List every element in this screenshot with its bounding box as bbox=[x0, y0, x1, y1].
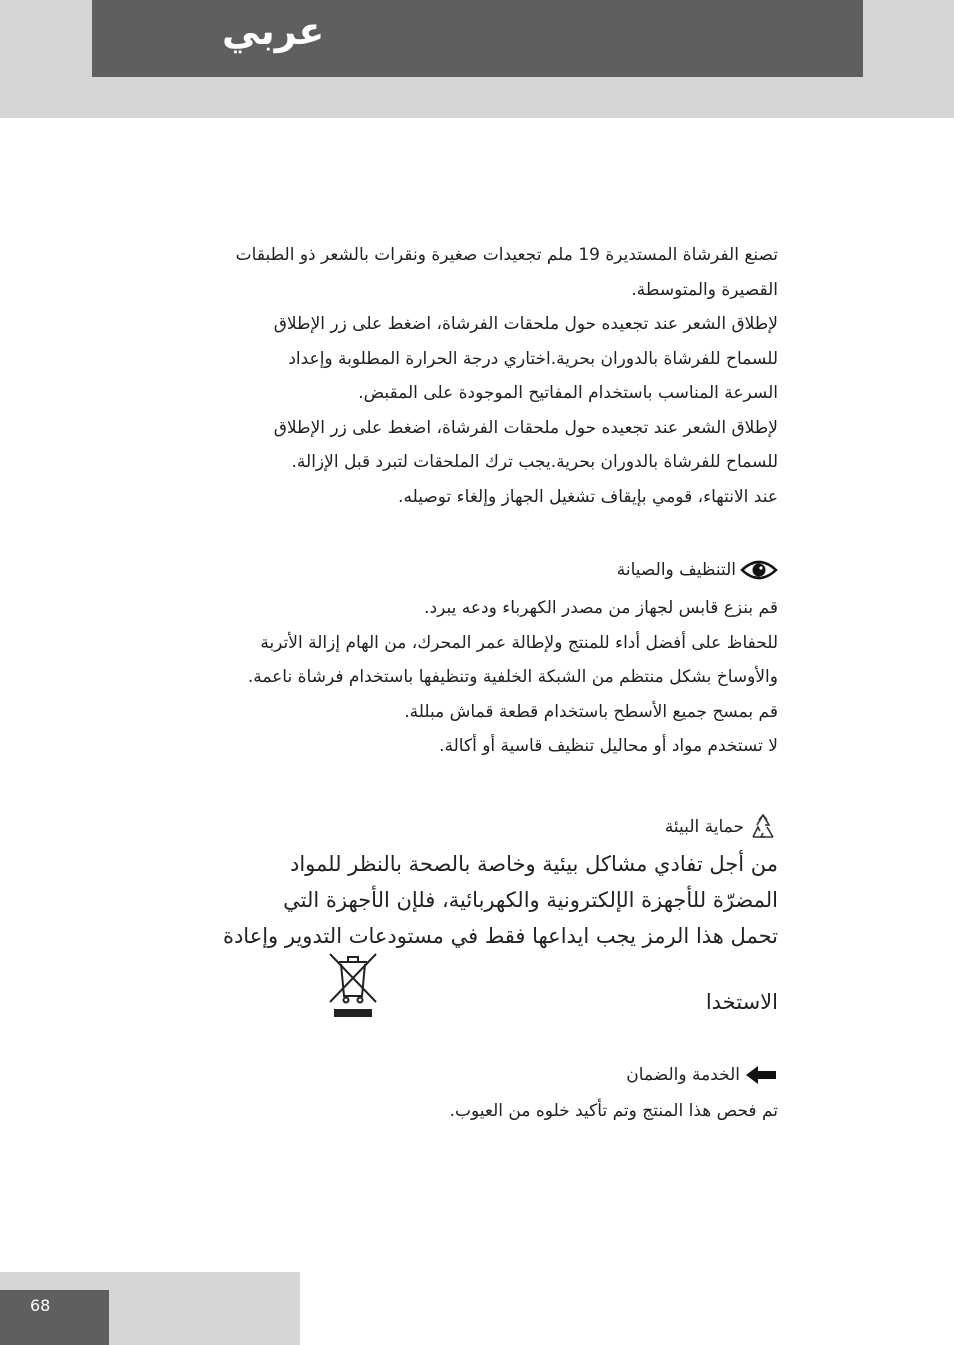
cleaning-heading-label: التنظيف والصيانة bbox=[616, 560, 736, 580]
cleaning-line: قم بمسح جميع الأسطح باستخدام قطعة قماش مبللة. bbox=[404, 701, 778, 722]
intro-line: السرعة المناسب باستخدام المفاتيح الموجودة على المقبض. bbox=[358, 383, 778, 403]
environment-heading bbox=[665, 812, 778, 842]
language-title: عربي bbox=[222, 9, 325, 53]
environment-paragraph bbox=[223, 846, 778, 954]
environment-line: من أجل تفادي مشاكل بيئية وخاصة بالصحة بالنظر للمواد bbox=[289, 852, 778, 876]
intro-line: لإطلاق الشعر عند تجعيده حول ملحقات الفرشاة، اضغط على زر الإطلاق bbox=[273, 417, 778, 438]
intro-line: القصيرة والمتوسطة. bbox=[631, 279, 778, 300]
cleaning-line: للحفاظ على أفضل أداء للمنتج ولإطالة عمر المحرك، من الهام إزالة الأتربة bbox=[260, 632, 778, 653]
cleaning-heading bbox=[617, 556, 778, 584]
arrow-left-icon bbox=[744, 1064, 778, 1086]
eye-icon bbox=[740, 558, 778, 582]
warranty-heading-label: الخدمة والضمان bbox=[626, 1065, 740, 1085]
environment-line: المضرّة للأجهزة الإلكترونية والكهربائية، فلإن الأجهزة التي bbox=[283, 888, 778, 912]
page-number: 68 bbox=[30, 1296, 51, 1315]
page-number-box bbox=[0, 1290, 109, 1345]
intro-line: لإطلاق الشعر عند تجعيده حول ملحقات الفرشاة، اضغط على زر الإطلاق bbox=[273, 314, 778, 334]
cleaning-line: لا تستخدم مواد أو محاليل تنظيف قاسية أو أكالة. bbox=[439, 736, 778, 756]
cleaning-line: قم بنزع قابس لجهاز من مصدر الكهرباء ودعه يبرد. bbox=[424, 598, 778, 618]
intro-line: للسماح للفرشاة بالدوران بحرية.اختاري درجة الحرارة المطلوبة وإعداد bbox=[288, 348, 778, 369]
intro-paragraph bbox=[236, 238, 778, 514]
warranty-line: تم فحص هذا المنتج وتم تأكيد خلوه من العيوب. bbox=[449, 1101, 778, 1121]
intro-line: للسماح للفرشاة بالدوران بحرية.يجب ترك الملحقات لتبرد قبل الإزالة. bbox=[291, 452, 778, 472]
recycle-icon bbox=[748, 812, 778, 842]
environment-tail-text: الاستخدا bbox=[705, 990, 778, 1014]
crossed-bin-icon bbox=[326, 950, 380, 1020]
warranty-heading bbox=[626, 1061, 778, 1089]
environment-heading-label: حماية البيئة bbox=[664, 817, 744, 837]
warranty-paragraph bbox=[450, 1094, 778, 1129]
cleaning-line: والأوساخ بشكل منتظم من الشبكة الخلفية وتنظيفها باستخدام فرشاة ناعمة. bbox=[247, 667, 778, 687]
cleaning-paragraph bbox=[248, 591, 778, 764]
intro-line: عند الانتهاء، قومي بإيقاف تشغيل الجهاز وإلغاء توصيله. bbox=[398, 486, 778, 507]
intro-line: تصنع الفرشاة المستديرة 19 ملم تجعيدات صغيرة ونقرات بالشعر ذو الطبقات bbox=[235, 245, 778, 265]
header-bar bbox=[92, 0, 863, 77]
environment-line: تحمل هذا الرمز يجب ايداعها فقط في مستودعات التدوير وإعادة bbox=[222, 924, 778, 948]
